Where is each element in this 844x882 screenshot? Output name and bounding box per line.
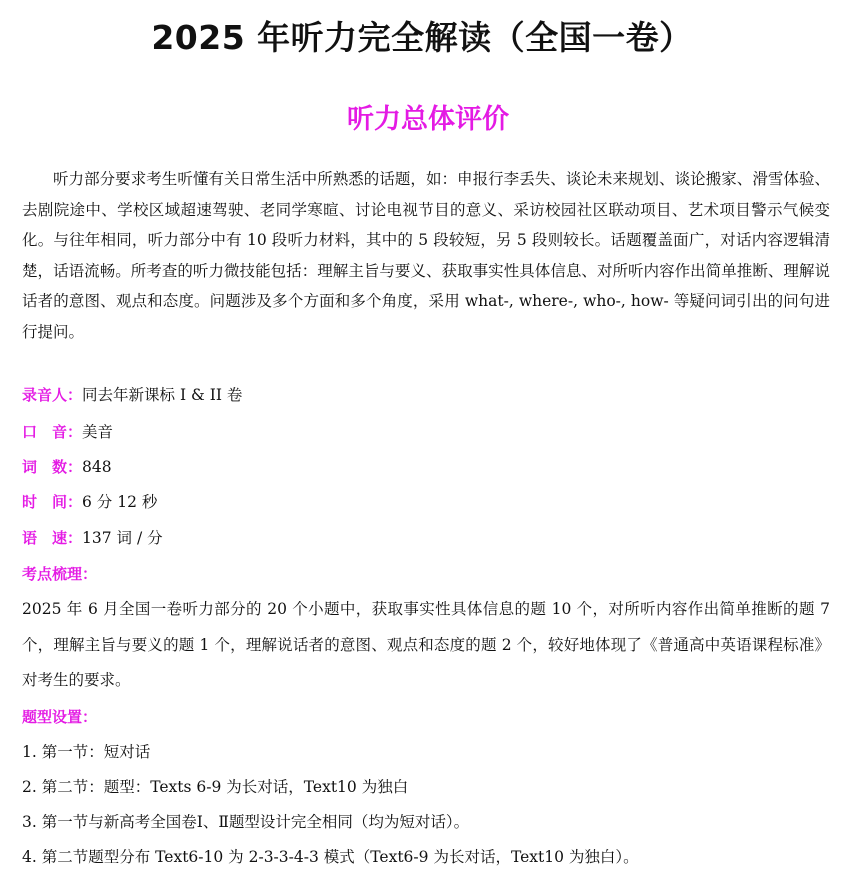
field-value: 848 [82,458,112,476]
field-value: 6 分 12 秒 [82,493,158,511]
field-word-count [22,456,112,478]
field-accent [22,421,113,443]
field-speed [22,527,163,549]
field-duration [22,491,157,513]
field-label: 语 速： [22,529,83,547]
field-label: 词 数： [22,458,83,476]
intro-paragraph: 听力部分要求考生听懂有关日常生活中所熟悉的话题，如：申报行李丢失、谈论未来规划、谈论搬家、滑雪体验、去剧院途中、学校区域超速驾驶、老同学寒暄、讨论电视节目的意义、采访校园社区联动项目、艺术项目警示气候变化。与往年相同，听力部分中有 10 段听力材料，其中的 5 段较短，另 5 段则较长。话题覆盖面广，对话内容逻辑清楚，话语流畅。所考查的听力微技能包括：理解主旨与要义、获取事实性具体信息、对所听内容作出简单推断、理解说话者的意图、观点和态度。问题涉及多个方面和多个角度，采用 what-, where-, who-, how- 等疑问词引出的问句进行提问。 [22,170,830,341]
document-title: 2025 年听力完全解读（全国一卷） [151,18,693,57]
list-item: 2. 第二节：题型：Texts 6-9 为长对话，Text10 为独白 [22,778,409,796]
list-item: 4. 第二节题型分布 Text6-10 为 2-3-3-4-3 模式（Text6-9 为长对话，Text10 为独白）。 [22,848,639,866]
section-title: 听力总体评价 [347,104,509,135]
field-label: 录音人： [22,386,83,404]
question-format-heading: 题型设置： [22,708,98,726]
field-value: 美音 [82,423,114,441]
field-recorder [22,384,242,406]
field-value: 同去年新课标 I & II 卷 [82,386,243,404]
field-label: 口 音： [22,423,83,441]
field-value: 137 词 / 分 [82,529,163,547]
key-points-paragraph: 2025 年 6 月全国一卷听力部分的 20 个小题中，获取事实性具体信息的题 10 个，对所听内容作出简单推断的题 7 个，理解主旨与要义的题 1 个，理解说话者的意图、观点和态度的题 2 个，较好地体现了《普通高中英语课程标准》对考生的要求。 [22,600,830,689]
field-label: 时 间： [22,493,83,511]
key-points-heading: 考点梳理： [22,565,98,583]
list-item: 1. 第一节：短对话 [22,743,151,761]
list-item: 3. 第一节与新高考全国卷Ⅰ、Ⅱ题型设计完全相同（均为短对话）。 [22,813,470,831]
